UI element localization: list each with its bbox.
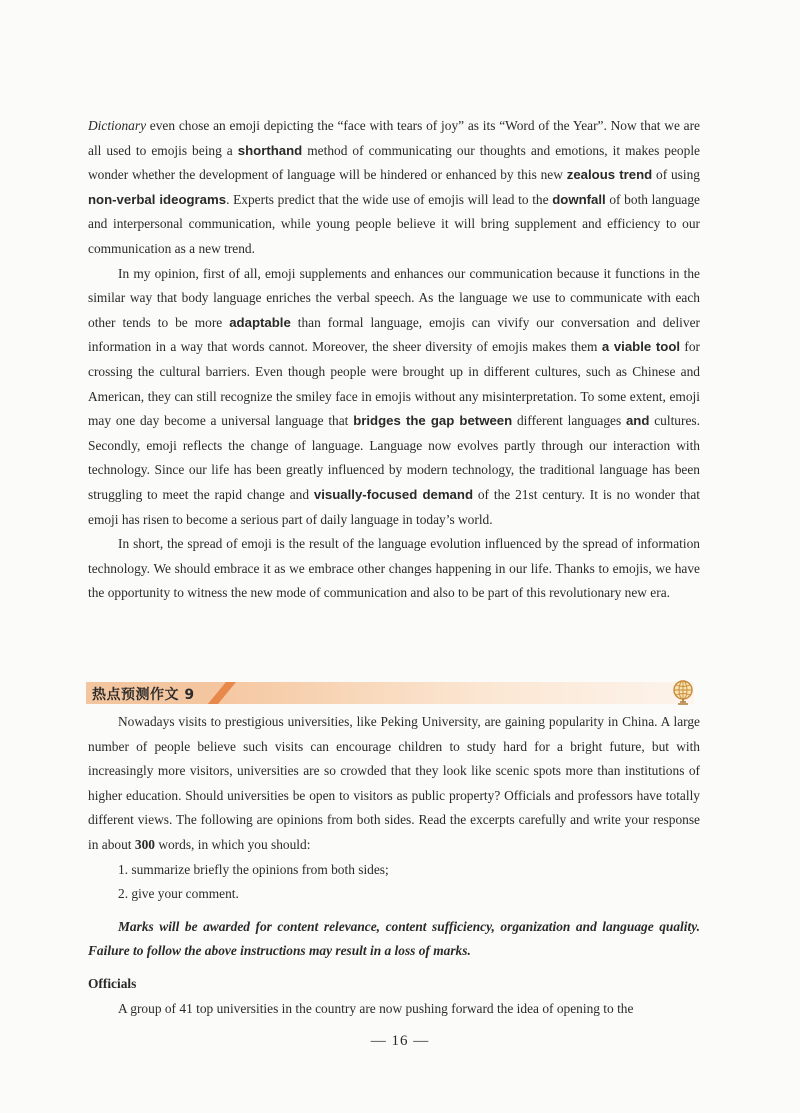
officials-paragraph: A group of 41 top universities in the country are now pushing forward the idea of opening to the: [118, 1000, 634, 1016]
bold-term: and: [625, 413, 650, 429]
task-list-item-2: 2. give your comment.: [118, 886, 239, 902]
text-run: different languages: [512, 413, 626, 429]
text-run: Nowadays visits to prestigious universities, like Peking University, are gaining popularity in China. A large number of people believe such visits can encourage children to study hard for a bright future, but with increasingly more visitors, universities are so crowded that they look like scenic spots more than institutions of higher education. Should universities be open to visitors as public property? Officials and professors have totally different views. The following are opinions from both sides. Read the excerpts carefully and write your response in about: [88, 714, 700, 852]
text-run: for crossing the cultural barriers. Even though people were brought up in different cultures, such as Chinese and American, they can still recognize the smiley face in emojis without any misinterpretation. To some extent, emoji may one day become a universal language that: [88, 339, 701, 429]
bold-term: bridges the gap between: [353, 413, 513, 429]
task-body: [88, 710, 700, 1021]
essay-body: [88, 114, 700, 606]
text-run: of using: [652, 167, 700, 183]
bold-term: visually-focused demand: [313, 486, 473, 502]
text-run: even chose an emoji depicting the “face with tears of joy” as its “Word of the Year”. Now that we are all used to emojis being a: [88, 118, 700, 158]
text-run: In my opinion, first of all, emoji supplements and enhances our communication because it functions in the similar way that body language enriches the verbal speech. As the language we use to communicate with each other tends to be more: [88, 265, 700, 330]
text-run: . Experts predict that the wide use of emojis will lead to the: [226, 191, 553, 207]
globe-icon: [670, 678, 696, 706]
word-count: 300: [134, 836, 155, 852]
essay-paragraph-1: [88, 114, 700, 262]
essay-paragraph-3: In short, the spread of emoji is the result of the language evolution influenced by the spread of information technology. We should embrace it as we embrace other changes happening in our life. Thanks to emojis, we have the opportunity to witness the new mode of communication and also to be part of this revolutionary new era.: [88, 536, 700, 601]
task-list-item-1: 1. summarize briefly the opinions from both sides;: [118, 861, 389, 877]
text-run: of the 21st century. It is no wonder that emoji has risen to become a serious part of daily language in today’s world.: [88, 486, 700, 527]
bold-term: downfall: [552, 191, 606, 207]
section-banner: [86, 678, 700, 708]
text-run: words, in which you should:: [154, 836, 311, 852]
bold-term: a viable tool: [601, 339, 681, 355]
bold-term: zealous trend: [566, 167, 653, 183]
italic-text: Dictionary: [88, 118, 147, 133]
officials-heading: Officials: [88, 975, 137, 991]
task-paragraph: [88, 710, 700, 858]
bold-term: adaptable: [229, 314, 291, 330]
banner-title: 热点预测作文 9: [92, 687, 195, 703]
bold-term: non-verbal ideograms: [88, 191, 227, 207]
text-run: of both language and interpersonal communication, while young people believe it will bring supplement and efficiency to our communication as a new trend.: [88, 191, 700, 256]
marks-instruction: Marks will be awarded for content relevance, content sufficiency, organization and language quality. Failure to follow the above instructions may result in a loss of marks.: [88, 918, 700, 959]
bold-term: shorthand: [237, 142, 303, 158]
text-run: method of communicating our thoughts and emotions, it makes people wonder whether the development of language will be hindered or enhanced by this new: [88, 142, 700, 183]
page-number: — 16 —: [370, 1033, 430, 1049]
text-run: than formal language, emojis can vivify our conversation and deliver information in a way that words cannot. Moreover, the sheer diversity of emojis makes them: [88, 314, 700, 355]
essay-paragraph-2: [88, 262, 700, 533]
text-run: cultures. Secondly, emoji reflects the change of language. Language now evolves partly through our interaction with technology. Since our life has been greatly influenced by modern technology, the traditional language has been struggling to meet the rapid change and: [88, 413, 700, 502]
